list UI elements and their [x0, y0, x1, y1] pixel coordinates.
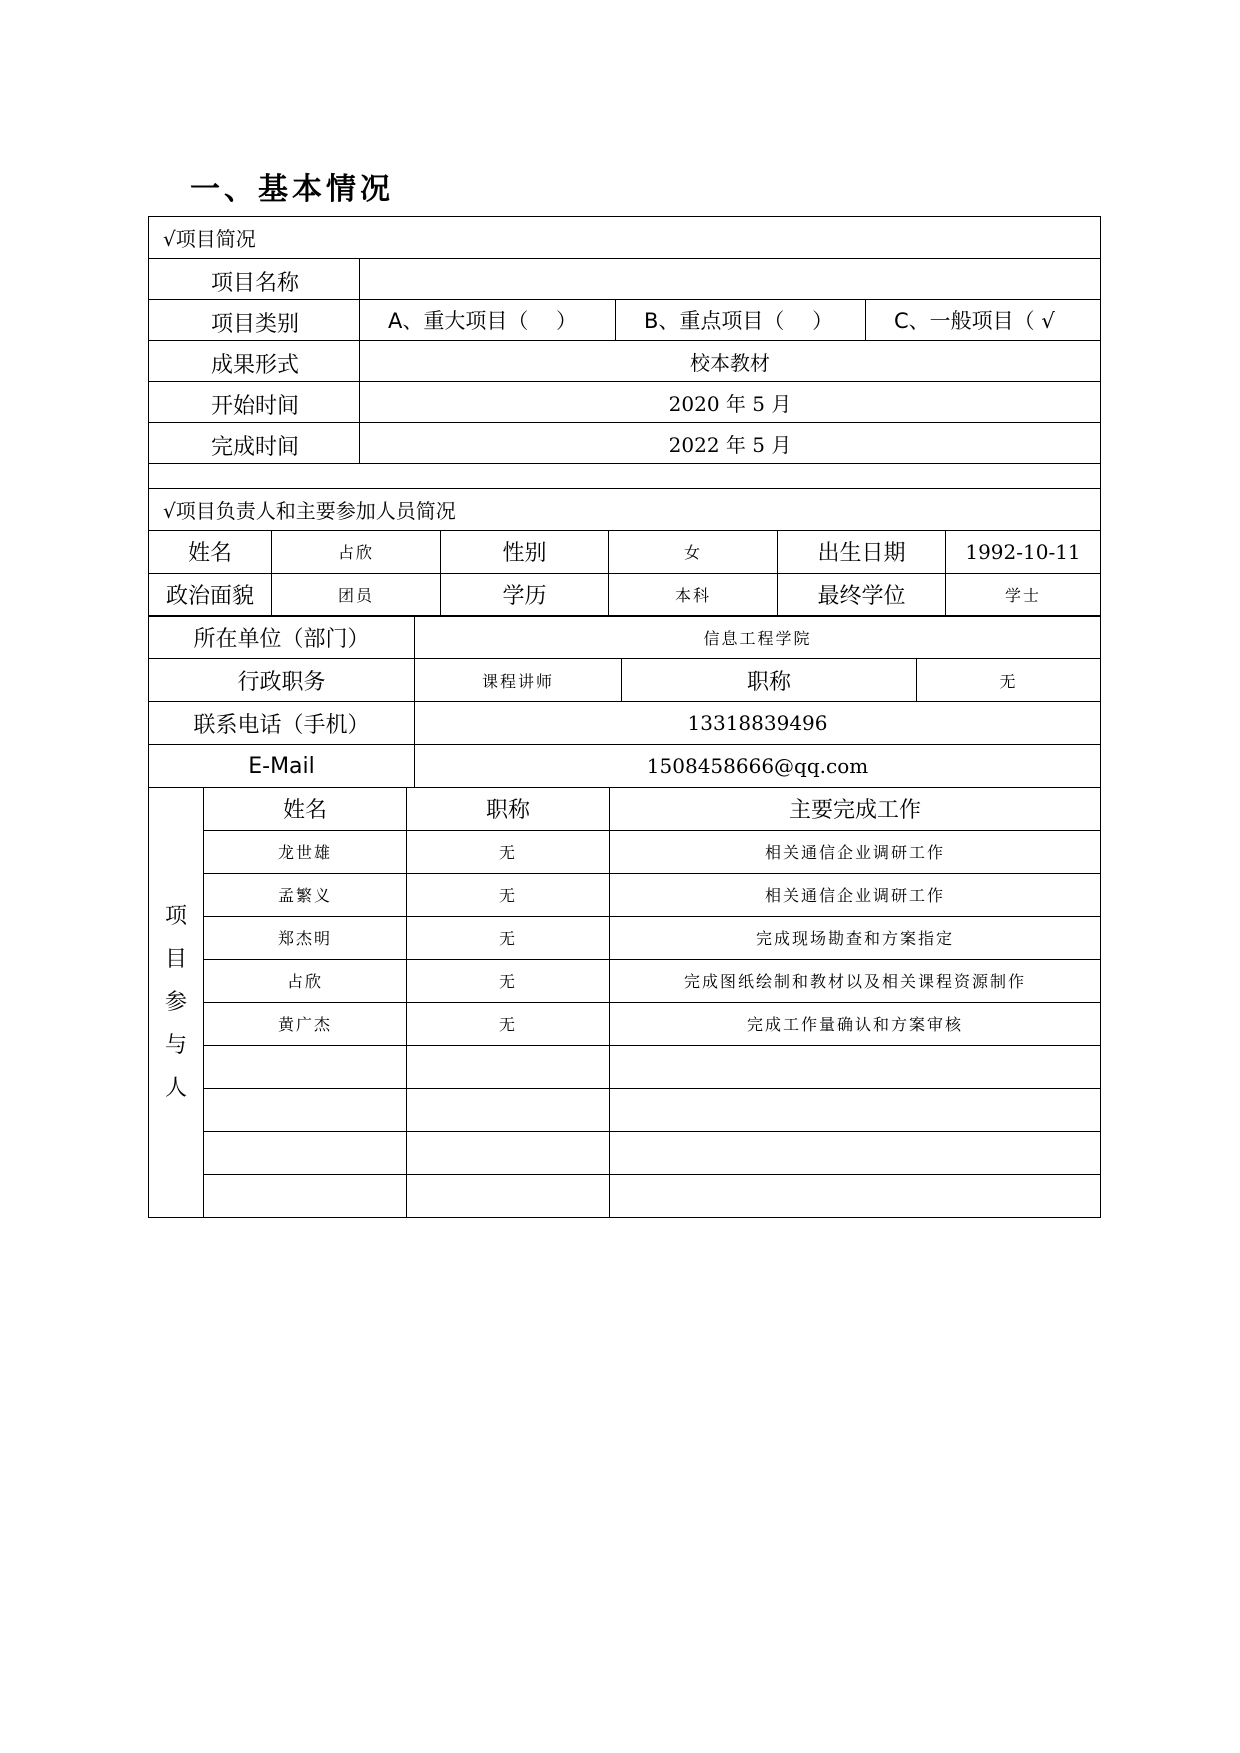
- participants-side-label: [149, 787, 204, 1217]
- table-row: [149, 1088, 1101, 1131]
- gender-value[interactable]: 女: [609, 530, 778, 573]
- side-char: 目: [164, 946, 187, 972]
- email-label: E-Mail: [149, 745, 415, 788]
- section-heading-project-overview: √项目简况: [149, 217, 1101, 259]
- side-char: 参: [164, 989, 187, 1015]
- education-value[interactable]: 本科: [609, 573, 778, 616]
- participant-title[interactable]: 无: [407, 1002, 610, 1045]
- professional-title-value[interactable]: 无: [917, 659, 1101, 702]
- table-row: [149, 873, 1101, 916]
- outcome-form-value[interactable]: 校本教材: [360, 341, 1101, 382]
- project-category-label: 项目类别: [149, 300, 360, 341]
- political-status-label: 政治面貌: [149, 573, 272, 616]
- participant-work[interactable]: 完成图纸绘制和教材以及相关课程资源制作: [610, 959, 1101, 1002]
- participant-title[interactable]: [407, 1088, 610, 1131]
- participant-name[interactable]: [204, 1045, 407, 1088]
- side-char: 项: [164, 903, 187, 929]
- category-option-general[interactable]: C、一般项目（ √: [866, 300, 1101, 341]
- participant-name[interactable]: 黄广杰: [204, 1002, 407, 1045]
- section-heading-personnel: √项目负责人和主要参加人员简况: [149, 489, 1101, 531]
- participant-title[interactable]: 无: [407, 959, 610, 1002]
- end-time-value[interactable]: 2022 年 5 月: [360, 423, 1101, 464]
- admin-position-value[interactable]: 课程讲师: [415, 659, 622, 702]
- degree-value[interactable]: 学士: [946, 573, 1101, 616]
- participant-work[interactable]: 完成现场勘查和方案指定: [610, 916, 1101, 959]
- column-header-name: 姓名: [204, 787, 407, 830]
- spacer-row: [149, 464, 1101, 489]
- unit-value[interactable]: 信息工程学院: [415, 616, 1101, 659]
- side-char: 与: [164, 1032, 187, 1058]
- participant-work[interactable]: 完成工作量确认和方案审核: [610, 1002, 1101, 1045]
- start-time-value[interactable]: 2020 年 5 月: [360, 382, 1101, 423]
- degree-label: 最终学位: [778, 573, 946, 616]
- admin-position-label: 行政职务: [149, 659, 415, 702]
- start-time-label: 开始时间: [149, 382, 360, 423]
- page-title: 一、基本情况: [190, 172, 394, 207]
- participant-name[interactable]: 孟繁义: [204, 873, 407, 916]
- participant-name[interactable]: [204, 1174, 407, 1217]
- name-label: 姓名: [149, 530, 272, 573]
- gender-label: 性别: [441, 530, 609, 573]
- side-char: 人: [164, 1075, 187, 1101]
- project-overview-table: [148, 216, 1101, 531]
- table-row: [149, 830, 1101, 873]
- table-row: [149, 1002, 1101, 1045]
- project-name-label: 项目名称: [149, 259, 360, 300]
- birth-date-label: 出生日期: [778, 530, 946, 573]
- end-time-label: 完成时间: [149, 423, 360, 464]
- table-row: [149, 1131, 1101, 1174]
- participant-title[interactable]: [407, 1131, 610, 1174]
- outcome-form-label: 成果形式: [149, 341, 360, 382]
- contact-info-table: [148, 615, 1101, 788]
- participant-title[interactable]: [407, 1045, 610, 1088]
- participant-work[interactable]: 相关通信企业调研工作: [610, 873, 1101, 916]
- participant-title[interactable]: 无: [407, 873, 610, 916]
- leader-info-table: [148, 530, 1101, 617]
- category-option-key[interactable]: B、重点项目（ ）: [616, 300, 866, 341]
- email-value[interactable]: 1508458666@qq.com: [415, 745, 1101, 788]
- participant-work[interactable]: [610, 1174, 1101, 1217]
- participant-name[interactable]: 占欣: [204, 959, 407, 1002]
- phone-label: 联系电话（手机）: [149, 702, 415, 745]
- participant-name[interactable]: 龙世雄: [204, 830, 407, 873]
- unit-label: 所在单位（部门）: [149, 616, 415, 659]
- basic-info-form: [148, 216, 1100, 1218]
- table-row: [149, 1174, 1101, 1217]
- name-value[interactable]: 占欣: [272, 530, 441, 573]
- participant-title[interactable]: [407, 1174, 610, 1217]
- participant-name[interactable]: 郑杰明: [204, 916, 407, 959]
- column-header-main-work: 主要完成工作: [610, 787, 1101, 830]
- participant-title[interactable]: 无: [407, 830, 610, 873]
- category-option-major[interactable]: A、重大项目（ ）: [360, 300, 616, 341]
- participants-table: [148, 787, 1101, 1218]
- phone-value[interactable]: 13318839496: [415, 702, 1101, 745]
- participant-work[interactable]: [610, 1045, 1101, 1088]
- project-name-value[interactable]: [360, 259, 1101, 300]
- column-header-title: 职称: [407, 787, 610, 830]
- political-status-value[interactable]: 团员: [272, 573, 441, 616]
- birth-date-value[interactable]: 1992-10-11: [946, 530, 1101, 573]
- participant-name[interactable]: [204, 1131, 407, 1174]
- participant-work[interactable]: [610, 1088, 1101, 1131]
- participant-work[interactable]: [610, 1131, 1101, 1174]
- participant-title[interactable]: 无: [407, 916, 610, 959]
- table-row: [149, 1045, 1101, 1088]
- table-row: [149, 916, 1101, 959]
- professional-title-label: 职称: [622, 659, 917, 702]
- participant-work[interactable]: 相关通信企业调研工作: [610, 830, 1101, 873]
- table-row: [149, 959, 1101, 1002]
- participant-name[interactable]: [204, 1088, 407, 1131]
- education-label: 学历: [441, 573, 609, 616]
